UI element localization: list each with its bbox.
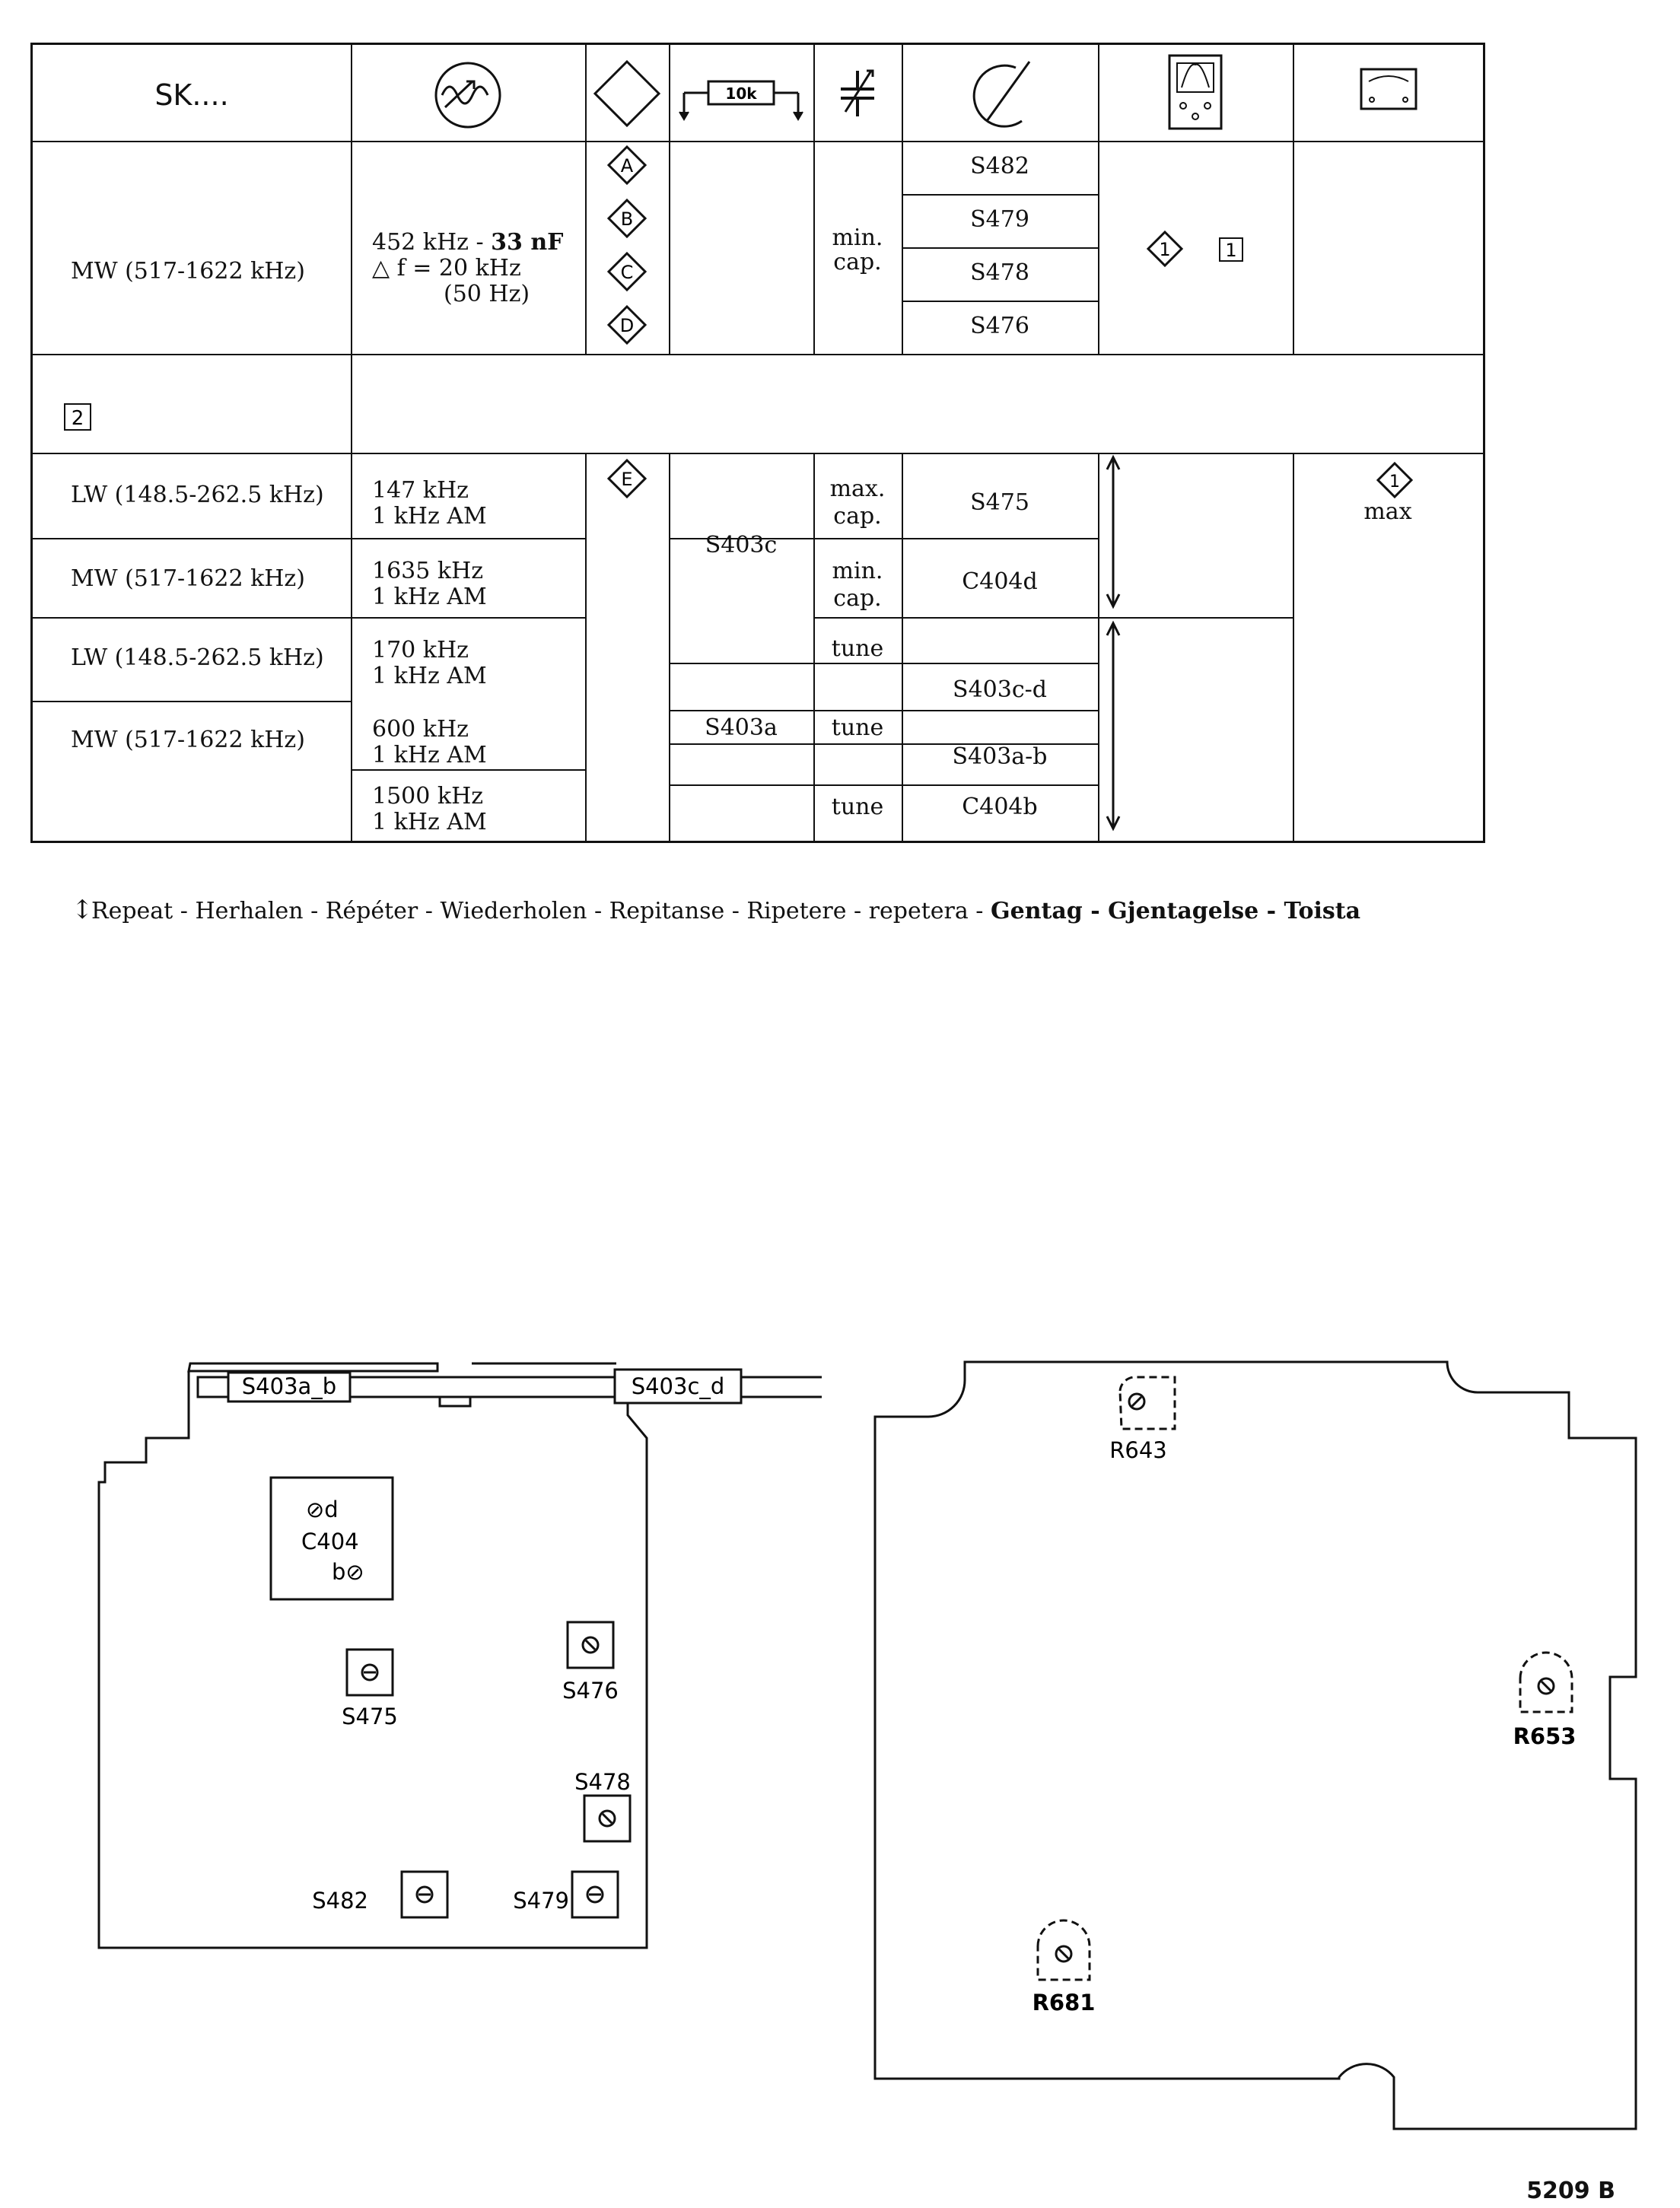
- trimmer-s479: [572, 1872, 618, 1917]
- row1-trimmer-cap: cap.: [833, 249, 882, 275]
- row1-signal-line1: 452 kHz - 33 nF: [372, 229, 564, 256]
- trimmer-s482: [402, 1872, 447, 1917]
- row3-cap: max.: [829, 476, 886, 502]
- test-point-c: [609, 253, 645, 290]
- row1-signal-line2: △ f = 20 kHz: [372, 255, 521, 282]
- row3-mod: 1 kHz AM: [372, 503, 487, 530]
- adjust-s478: S478: [970, 259, 1029, 286]
- svg-text:2: 2: [71, 407, 84, 430]
- adjust-s403a-b: S403a-b: [952, 743, 1048, 770]
- row1-trimmer-min: min.: [832, 224, 883, 251]
- row3-adjust: S475: [970, 489, 1029, 516]
- s482-label: S482: [312, 1888, 368, 1914]
- adjust-s482: S482: [970, 153, 1029, 180]
- row6-freq: 600 kHz: [372, 716, 469, 743]
- row4-band: MW (517-1622 kHz): [71, 565, 305, 592]
- row3-cap2: cap.: [833, 503, 882, 530]
- adjust-s479: S479: [970, 206, 1029, 233]
- pcb-left: [91, 1354, 822, 1963]
- svg-text:E: E: [621, 469, 633, 490]
- svg-text:1: 1: [1225, 240, 1237, 261]
- svg-text:A: A: [620, 155, 634, 177]
- row4-cap: min.: [832, 558, 883, 584]
- row5-band: LW (148.5-262.5 kHz): [71, 644, 324, 671]
- alignment-table: [30, 43, 1485, 843]
- r681-label: R681: [1032, 1990, 1096, 2016]
- note-box-2: [63, 402, 94, 433]
- oscilloscope-icon: [1098, 45, 1293, 141]
- row5-mod: 1 kHz AM: [372, 663, 487, 689]
- row7-freq: 1500 kHz: [372, 783, 484, 810]
- row7-adjust: C404b: [962, 794, 1038, 820]
- c404-label: C404: [301, 1529, 359, 1554]
- svg-text:D: D: [619, 315, 635, 336]
- repeat-arrows: [1098, 453, 1128, 841]
- document-number: 5209 B: [1526, 2178, 1615, 2204]
- trimmer-r681: [1038, 1920, 1090, 1980]
- trimmer-s475: [347, 1650, 393, 1695]
- switch-s403c: S403c: [705, 532, 778, 558]
- row4-freq: 1635 kHz: [372, 558, 484, 584]
- row3-band: LW (148.5-262.5 kHz): [71, 482, 324, 508]
- trimmer-s476: [568, 1622, 613, 1668]
- row4-mod: 1 kHz AM: [372, 584, 487, 610]
- trimmer-r643: [1120, 1377, 1175, 1429]
- repeat-arrow-icon: ↕: [72, 895, 94, 925]
- test-point-a: [609, 147, 645, 183]
- test-point-icon: [585, 45, 669, 141]
- test-point-d: [609, 307, 645, 343]
- test-point-e: [585, 453, 669, 498]
- row6-band: MW (517-1622 kHz): [71, 727, 305, 753]
- row1-band: MW (517-1622 kHz): [71, 258, 305, 285]
- switch-s403a-b-label: S403a_b: [241, 1373, 337, 1399]
- meter-max: max: [1363, 498, 1412, 525]
- c404-b-label: b⊘: [332, 1559, 364, 1585]
- s475-label: S475: [342, 1704, 398, 1729]
- generator-icon: [351, 45, 585, 141]
- adjust-s403c-d: S403c-d: [953, 676, 1047, 703]
- pcb-right: [852, 1347, 1643, 2146]
- row7-mod: 1 kHz AM: [372, 809, 487, 835]
- row5-cap: tune: [831, 635, 884, 662]
- svg-text:B: B: [620, 208, 634, 230]
- row4-cap2: cap.: [833, 585, 882, 612]
- switch-s403c-d-label: S403c_d: [631, 1373, 725, 1399]
- row1-signal-line3: (50 Hz): [444, 281, 530, 307]
- trimmer-s478: [584, 1796, 630, 1841]
- adjust-icon: [902, 45, 1098, 141]
- header-sk: SK....: [154, 78, 229, 112]
- svg-text:C: C: [620, 262, 634, 283]
- scope-reference: [1098, 141, 1293, 354]
- output-meter-icon: [1293, 45, 1483, 141]
- adjust-s476: S476: [970, 313, 1029, 339]
- s476-label: S476: [562, 1678, 619, 1704]
- switch-s403a: S403a: [705, 714, 778, 741]
- trimmer-r653: [1520, 1653, 1572, 1712]
- resistor-icon: [669, 45, 813, 141]
- scope-ref-box: [1220, 238, 1242, 261]
- s479-label: S479: [513, 1888, 569, 1914]
- s478-label: S478: [574, 1769, 631, 1795]
- svg-text:1: 1: [1159, 239, 1171, 260]
- r643-label: R643: [1109, 1437, 1167, 1463]
- resistor-value: 10k: [725, 84, 757, 103]
- scope-ref-diamond: [1148, 232, 1182, 266]
- svg-text:1: 1: [1389, 472, 1400, 492]
- meter-ref-diamond: [1372, 460, 1418, 503]
- trimmer-capacitor-icon: [813, 45, 902, 141]
- row7-cap: tune: [831, 794, 884, 820]
- row3-freq: 147 kHz: [372, 477, 469, 504]
- row6-mod: 1 kHz AM: [372, 742, 487, 768]
- c404-d-label: ⊘d: [306, 1497, 339, 1522]
- test-point-b: [609, 200, 645, 237]
- row6-cap: tune: [831, 714, 884, 741]
- repeat-footnote: ↕ Repeat - Herhalen - Répéter - Wiederholen - Repitanse - Ripetere - repetera - Gentag - Gjentagelse - Toista: [72, 895, 1361, 925]
- r653-label: R653: [1513, 1723, 1577, 1749]
- row5-freq: 170 kHz: [372, 637, 469, 663]
- test-points-a-d: [585, 141, 669, 354]
- row4-adjust: C404d: [962, 568, 1038, 595]
